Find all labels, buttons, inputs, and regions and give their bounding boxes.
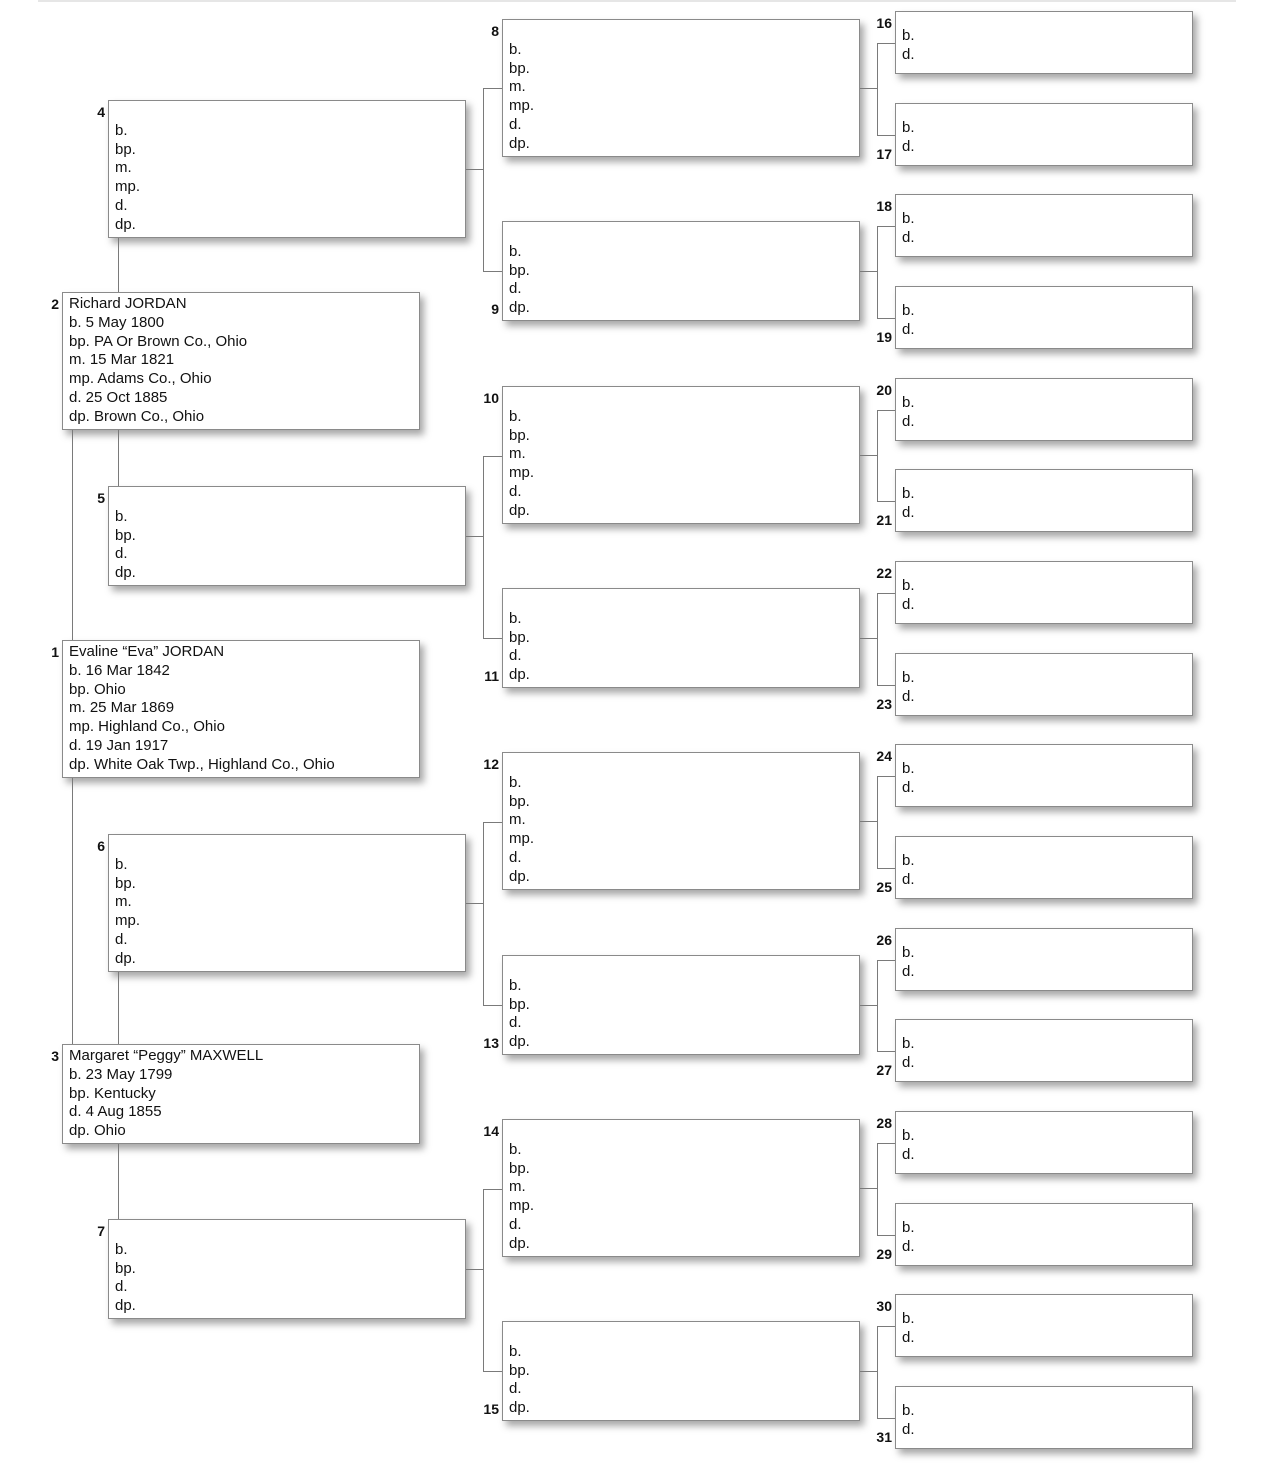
person-fact: d. — [902, 1053, 915, 1071]
person-number: 30 — [876, 1298, 892, 1314]
person-fact: dp. White Oak Twp., Highland Co., Ohio — [69, 755, 335, 773]
top-rule — [38, 0, 1236, 2]
person-name: Evaline “Eva” JORDAN — [69, 643, 225, 660]
person-number: 7 — [97, 1223, 105, 1239]
connector-line — [860, 1188, 877, 1189]
connector-line — [877, 135, 895, 136]
person-number: 24 — [876, 748, 892, 764]
person-fact: dp. — [115, 215, 136, 233]
connector-line — [466, 169, 483, 170]
person-fact: mp. — [509, 830, 535, 848]
connector-line — [483, 822, 502, 823]
person-fact: bp. — [115, 140, 136, 158]
connector-line — [860, 271, 877, 272]
connector-line — [483, 1005, 502, 1006]
person-fact: dp. — [509, 666, 530, 684]
person-fact: bp. Ohio — [69, 680, 126, 698]
person-fact: d. — [509, 647, 522, 665]
connector-line — [877, 960, 895, 961]
person-box-8[interactable] — [502, 19, 860, 157]
person-number: 26 — [876, 932, 892, 948]
person-fact: b. — [509, 1342, 522, 1360]
person-fact: d. — [902, 45, 915, 63]
person-box-16[interactable] — [895, 11, 1193, 74]
connector-line — [118, 1144, 119, 1219]
person-number: 6 — [97, 838, 105, 854]
person-name — [509, 224, 859, 243]
person-fact: dp. — [509, 1234, 530, 1252]
connector-line — [860, 638, 877, 639]
person-fact: d. — [902, 687, 915, 705]
person-fact: d. 4 Aug 1855 — [69, 1103, 162, 1121]
person-fact: bp. — [509, 628, 530, 646]
person-fact: bp. — [509, 426, 530, 444]
person-fact: b. — [902, 1310, 915, 1327]
person-fact: b. — [902, 1219, 915, 1236]
person-fact: d. — [902, 1145, 915, 1163]
person-fact: b. — [902, 119, 915, 136]
person-box-1[interactable] — [62, 640, 420, 778]
person-name — [115, 837, 465, 856]
person-number: 15 — [483, 1401, 499, 1417]
person-fact: b. 16 Mar 1842 — [69, 661, 170, 679]
person-fact: b. — [115, 121, 128, 139]
person-box-7[interactable] — [108, 1219, 466, 1319]
person-name — [509, 389, 859, 408]
person-fact: b. — [509, 40, 522, 58]
person-fact: bp. — [509, 59, 530, 77]
connector-line — [118, 238, 119, 292]
connector-line — [877, 776, 878, 869]
person-fact: b. — [509, 609, 522, 627]
person-fact: m. 25 Mar 1869 — [69, 699, 175, 717]
connector-line — [877, 1326, 878, 1419]
connector-line — [466, 903, 483, 904]
connector-line — [877, 318, 895, 319]
person-fact: dp. — [509, 134, 530, 152]
person-fact: d. — [509, 280, 522, 298]
person-box-20[interactable] — [895, 378, 1193, 441]
person-box-28[interactable] — [895, 1111, 1193, 1174]
person-box-9[interactable] — [502, 221, 860, 321]
person-fact: b. — [509, 242, 522, 260]
person-fact: dp. Brown Co., Ohio — [69, 407, 205, 425]
person-fact: d. — [902, 870, 915, 888]
person-number: 16 — [876, 15, 892, 31]
person-box-24[interactable] — [895, 744, 1193, 807]
person-number: 4 — [97, 104, 105, 120]
connector-line — [877, 501, 895, 502]
person-fact: bp. — [509, 1361, 530, 1379]
person-number: 8 — [491, 23, 499, 39]
connector-line — [877, 1418, 895, 1419]
person-fact: b. — [902, 27, 915, 44]
person-fact: dp. — [115, 1297, 136, 1315]
connector-line — [483, 456, 502, 457]
person-fact: bp. — [115, 526, 136, 544]
person-fact: m. — [509, 811, 526, 829]
person-number: 9 — [491, 301, 499, 317]
person-fact: d. — [902, 1237, 915, 1255]
person-fact: b. — [902, 577, 915, 594]
connector-line — [877, 43, 878, 136]
person-fact: b. — [509, 773, 522, 791]
person-fact: b. — [902, 210, 915, 227]
person-fact: b. 5 May 1800 — [69, 313, 165, 331]
connector-line — [466, 536, 483, 537]
person-fact: bp. — [509, 792, 530, 810]
person-fact: m. — [509, 78, 526, 96]
person-fact: mp. Adams Co., Ohio — [69, 370, 212, 388]
person-fact: b. — [509, 976, 522, 994]
person-fact: b. — [902, 1402, 915, 1419]
person-number: 29 — [876, 1246, 892, 1262]
person-box-22[interactable] — [895, 561, 1193, 624]
connector-line — [877, 1326, 895, 1327]
connector-line — [877, 1235, 895, 1236]
connector-line — [483, 1189, 502, 1190]
person-box-25[interactable] — [895, 836, 1193, 899]
person-fact: dp. — [509, 501, 530, 519]
person-fact: d. — [902, 320, 915, 338]
connector-line — [483, 1371, 502, 1372]
person-name — [509, 1122, 859, 1141]
person-name — [509, 755, 859, 774]
person-fact: dp. — [509, 1033, 530, 1051]
person-box-27[interactable] — [895, 1019, 1193, 1082]
person-fact: d. 19 Jan 1917 — [69, 736, 169, 754]
person-fact: m. — [509, 1178, 526, 1196]
connector-line — [877, 776, 895, 777]
person-box-18[interactable] — [895, 194, 1193, 257]
person-fact: dp. — [509, 1399, 530, 1417]
person-fact: mp. — [115, 912, 141, 930]
person-box-4[interactable] — [108, 100, 466, 238]
person-box-14[interactable] — [502, 1119, 860, 1257]
person-number: 25 — [876, 879, 892, 895]
person-fact: d. — [902, 595, 915, 613]
person-fact: bp. — [509, 1159, 530, 1177]
connector-line — [860, 88, 877, 89]
connector-line — [118, 972, 119, 1044]
person-box-2[interactable] — [62, 292, 420, 430]
person-fact: d. — [115, 1278, 128, 1296]
person-fact: d. — [902, 778, 915, 796]
person-number: 27 — [876, 1062, 892, 1078]
person-fact: d. — [115, 545, 128, 563]
person-fact: bp. Kentucky — [69, 1084, 156, 1102]
person-name — [509, 1324, 859, 1343]
person-fact: bp. — [509, 995, 530, 1013]
person-fact: d. — [115, 196, 128, 214]
person-fact: b. — [902, 302, 915, 319]
person-name — [115, 489, 465, 508]
person-fact: mp. — [115, 178, 141, 196]
person-number: 2 — [51, 296, 59, 312]
person-fact: d. — [902, 1420, 915, 1438]
person-fact: d. 25 Oct 1885 — [69, 388, 168, 406]
connector-line — [860, 1005, 877, 1006]
connector-line — [860, 1371, 877, 1372]
connector-line — [877, 593, 878, 686]
person-fact: bp. PA Or Brown Co., Ohio — [69, 332, 248, 350]
person-fact: b. — [902, 852, 915, 869]
person-fact: dp. — [509, 867, 530, 885]
connector-line — [118, 430, 119, 486]
person-fact: dp. Ohio — [69, 1122, 126, 1140]
person-fact: bp. — [115, 1259, 136, 1277]
connector-line — [877, 410, 895, 411]
person-fact: b. — [509, 1140, 522, 1158]
person-box-5[interactable] — [108, 486, 466, 586]
person-fact: b. — [902, 1127, 915, 1144]
person-fact: d. — [509, 848, 522, 866]
person-box-19[interactable] — [895, 286, 1193, 349]
connector-line — [860, 455, 877, 456]
person-name — [115, 103, 465, 122]
person-fact: d. — [509, 1215, 522, 1233]
person-box-11[interactable] — [502, 588, 860, 688]
person-box-3[interactable] — [62, 1044, 420, 1144]
person-fact: b. — [115, 855, 128, 873]
person-box-21[interactable] — [895, 469, 1193, 532]
person-number: 20 — [876, 382, 892, 398]
person-fact: d. — [509, 1380, 522, 1398]
person-fact: d. — [115, 930, 128, 948]
person-number: 10 — [483, 390, 499, 406]
person-number: 1 — [51, 644, 59, 660]
person-number: 18 — [876, 198, 892, 214]
connector-line — [483, 638, 502, 639]
person-fact: d. — [509, 1014, 522, 1032]
person-fact: b. — [902, 394, 915, 411]
connector-line — [877, 1143, 895, 1144]
person-box-6[interactable] — [108, 834, 466, 972]
person-fact: d. — [902, 228, 915, 246]
person-number: 31 — [876, 1429, 892, 1445]
person-fact: d. — [902, 503, 915, 521]
person-name: Richard JORDAN — [69, 295, 187, 312]
person-box-13[interactable] — [502, 955, 860, 1055]
person-fact: b. — [509, 407, 522, 425]
person-fact: mp. Highland Co., Ohio — [69, 718, 225, 736]
person-number: 11 — [484, 668, 499, 684]
person-box-29[interactable] — [895, 1203, 1193, 1266]
person-fact: d. — [509, 115, 522, 133]
person-box-23[interactable] — [895, 653, 1193, 716]
person-fact: b. — [115, 507, 128, 525]
connector-line — [877, 1143, 878, 1236]
connector-line — [72, 778, 73, 1044]
connector-line — [483, 88, 484, 272]
connector-line — [877, 226, 895, 227]
person-box-26[interactable] — [895, 928, 1193, 991]
person-number: 21 — [876, 512, 892, 528]
person-fact: m. — [509, 445, 526, 463]
person-fact: mp. — [509, 97, 535, 115]
person-fact: d. — [902, 962, 915, 980]
person-fact: b. — [902, 669, 915, 686]
connector-line — [483, 1189, 484, 1372]
person-number: 13 — [483, 1035, 499, 1051]
person-number: 28 — [876, 1115, 892, 1131]
person-fact: b. 23 May 1799 — [69, 1065, 173, 1083]
connector-line — [877, 43, 895, 44]
person-fact: bp. — [115, 874, 136, 892]
person-name — [115, 1222, 465, 1241]
person-number: 22 — [876, 565, 892, 581]
person-fact: d. — [509, 482, 522, 500]
person-fact: d. — [902, 137, 915, 155]
connector-line — [877, 593, 895, 594]
connector-line — [72, 430, 73, 640]
connector-line — [483, 456, 484, 639]
person-box-15[interactable] — [502, 1321, 860, 1421]
person-box-10[interactable] — [502, 386, 860, 524]
person-number: 14 — [483, 1123, 499, 1139]
person-number: 19 — [876, 329, 892, 345]
connector-line — [877, 868, 895, 869]
person-fact: d. — [902, 412, 915, 430]
connector-line — [877, 960, 878, 1052]
person-fact: d. — [902, 1328, 915, 1346]
connector-line — [483, 822, 484, 1006]
connector-line — [877, 410, 878, 502]
person-box-17[interactable] — [895, 103, 1193, 166]
person-box-12[interactable] — [502, 752, 860, 890]
person-fact: bp. — [509, 261, 530, 279]
connector-line — [483, 271, 502, 272]
connector-line — [877, 1051, 895, 1052]
connector-line — [877, 226, 878, 319]
person-number: 3 — [51, 1048, 59, 1064]
connector-line — [466, 1269, 483, 1270]
person-number: 23 — [876, 696, 892, 712]
connector-line — [877, 685, 895, 686]
person-name: Margaret “Peggy” MAXWELL — [69, 1047, 264, 1064]
person-fact: dp. — [509, 299, 530, 317]
person-fact: b. — [115, 1240, 128, 1258]
person-fact: mp. — [509, 1197, 535, 1215]
person-fact: m. — [115, 893, 132, 911]
person-name — [509, 591, 859, 610]
person-box-30[interactable] — [895, 1294, 1193, 1357]
person-fact: b. — [902, 485, 915, 502]
connector-line — [860, 821, 877, 822]
person-fact: m. 15 Mar 1821 — [69, 351, 175, 369]
person-fact: b. — [902, 760, 915, 777]
person-fact: m. — [115, 159, 132, 177]
person-fact: dp. — [115, 949, 136, 967]
person-box-31[interactable] — [895, 1386, 1193, 1449]
person-fact: b. — [902, 1035, 915, 1052]
person-number: 12 — [483, 756, 499, 772]
person-fact: dp. — [115, 564, 136, 582]
person-name — [509, 22, 859, 41]
connector-line — [483, 88, 502, 89]
person-fact: b. — [902, 944, 915, 961]
person-number: 17 — [876, 146, 892, 162]
person-name — [509, 958, 859, 977]
person-number: 5 — [97, 490, 105, 506]
person-fact: mp. — [509, 464, 535, 482]
